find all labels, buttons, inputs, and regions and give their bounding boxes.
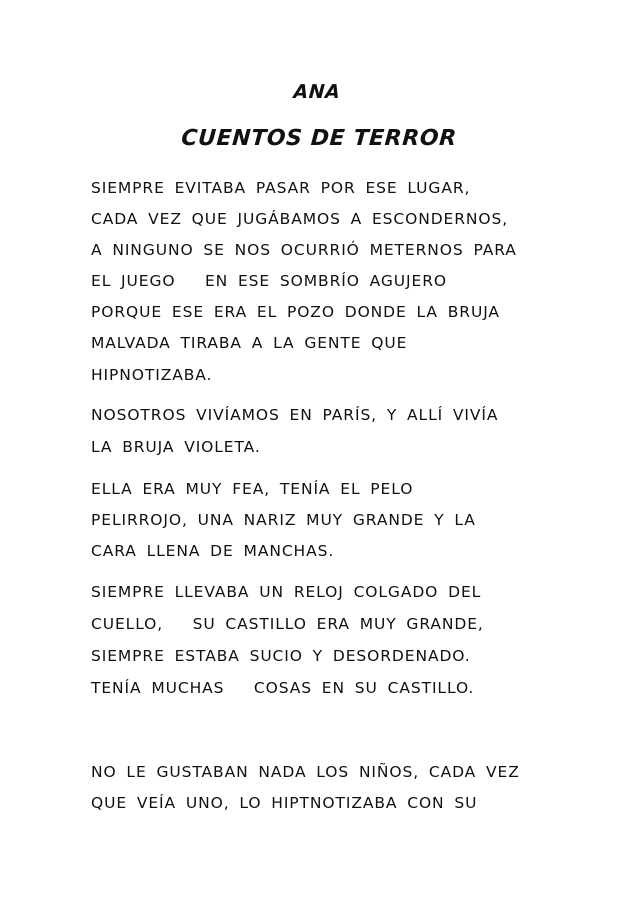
text-line: PORQUE ESE ERA EL POZO DONDE LA BRUJA: [91, 303, 500, 321]
document-subtitle: CUENTOS DE TERROR: [180, 126, 458, 151]
text-line: SIEMPRE LLEVABA UN RELOJ COLGADO DEL: [91, 583, 482, 601]
text-line: MALVADA TIRABA A LA GENTE QUE: [91, 334, 408, 352]
text-line: EL JUEGO EN ESE SOMBRÍO AGUJERO: [91, 272, 447, 290]
text-line: HIPNOTIZABA.: [91, 366, 213, 384]
text-line: PELIRROJO, UNA NARIZ MUY GRANDE Y LA: [91, 511, 476, 529]
text-line: TENÍA MUCHAS COSAS EN SU CASTILLO.: [91, 679, 475, 697]
text-line: QUE VEÍA UNO, LO HIPTNOTIZABA CON SU: [91, 794, 478, 812]
document-title: ANA: [292, 81, 342, 103]
text-line: CUELLO, SU CASTILLO ERA MUY GRANDE,: [91, 615, 484, 633]
text-line: ELLA ERA MUY FEA, TENÍA EL PELO: [91, 480, 414, 498]
text-line: LA BRUJA VIOLETA.: [91, 438, 261, 456]
text-line: A NINGUNO SE NOS OCURRIÓ METERNOS PARA: [91, 241, 517, 259]
text-line: SIEMPRE EVITABA PASAR POR ESE LUGAR,: [91, 179, 471, 197]
text-line: CADA VEZ QUE JUGÁBAMOS A ESCONDERNOS,: [91, 210, 509, 228]
text-line: NOSOTROS VIVÍAMOS EN PARÍS, Y ALLÍ VIVÍA: [91, 406, 499, 424]
text-line: NO LE GUSTABAN NADA LOS NIÑOS, CADA VEZ: [91, 763, 520, 781]
text-line: CARA LLENA DE MANCHAS.: [91, 542, 335, 560]
text-line: SIEMPRE ESTABA SUCIO Y DESORDENADO.: [91, 647, 471, 665]
